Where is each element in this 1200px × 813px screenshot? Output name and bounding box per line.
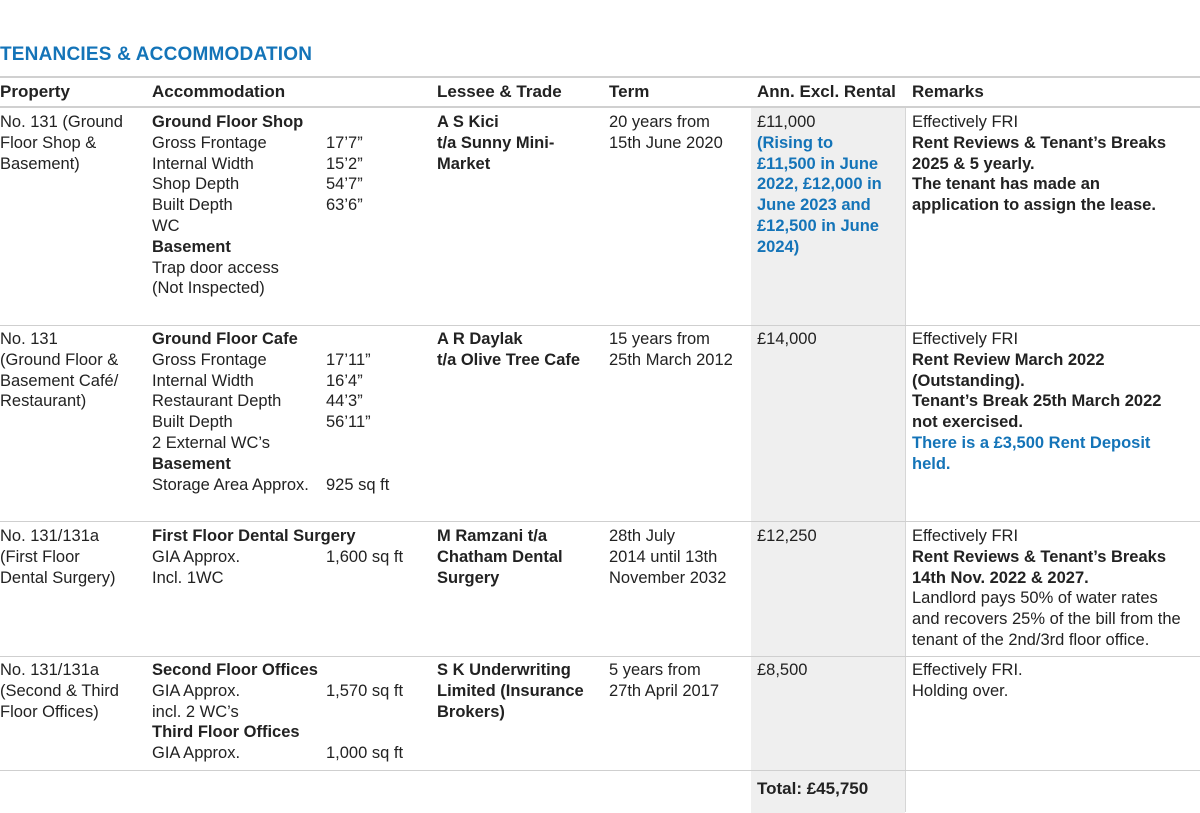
lessee-line: Market: [437, 154, 491, 173]
term-line: 15 years from: [609, 330, 710, 348]
remarks-line: Rent Review March 2022: [912, 350, 1105, 369]
rental-note-line: 2022, £12,000 in: [757, 175, 882, 194]
rental-cell: [757, 660, 807, 681]
remarks-cell: [912, 526, 1181, 651]
accommodation-heading: Third Floor Offices: [152, 723, 300, 742]
measurement-value: 15’2”: [326, 154, 363, 173]
property-line: No. 131 (Ground: [0, 113, 123, 131]
measurement-value: 1,570 sq ft: [326, 681, 404, 700]
accommodation-cell: [152, 329, 389, 495]
lessee-cell: [437, 526, 563, 588]
measurement-label: Storage Area Approx.: [152, 475, 309, 494]
remarks-column-divider: [905, 108, 906, 812]
measurement-label: Restaurant Depth: [152, 392, 282, 411]
term-line: 5 years from: [609, 661, 701, 679]
remarks-line: Landlord pays 50% of water rates: [912, 589, 1158, 608]
accommodation-measurement: [152, 412, 389, 433]
property-line: No. 131: [0, 330, 58, 348]
remarks-line: Effectively FRI: [912, 113, 1019, 131]
measurement-value: 17’7”: [326, 133, 363, 152]
accommodation-measurement: [152, 195, 363, 216]
rental-note-line: £11,500 in June: [757, 154, 879, 173]
measurement-value: 63’6”: [326, 196, 363, 215]
measurement-label: Gross Frontage: [152, 133, 267, 152]
table-top-rule: [0, 76, 1200, 78]
lessee-cell: [437, 660, 584, 722]
property-line: Basement Café/: [0, 371, 119, 390]
accommodation-measurement: [152, 174, 363, 195]
total-rental: Total: £45,750: [757, 779, 869, 798]
property-line: No. 131/131a: [0, 527, 100, 545]
column-header-accommodation: Accommodation: [152, 82, 286, 101]
accommodation-measurement: [152, 133, 363, 154]
remarks-line: 14th Nov. 2022 & 2027.: [912, 568, 1089, 587]
lessee-line: A S Kici: [437, 113, 499, 131]
lessee-line: t/a Olive Tree Cafe: [437, 350, 581, 369]
accommodation-cell: [152, 660, 403, 764]
remarks-line: (Outstanding).: [912, 371, 1025, 390]
measurement-value: 44’3”: [326, 392, 363, 411]
measurement-label: Gross Frontage: [152, 350, 267, 369]
term-line: 25th March 2012: [609, 350, 733, 369]
measurement-value: 16’4”: [326, 371, 363, 390]
remarks-line: Rent Reviews & Tenant’s Breaks: [912, 547, 1167, 566]
rental-cell: [757, 329, 817, 350]
property-line: No. 131/131a: [0, 661, 100, 679]
term-cell: [609, 660, 719, 702]
term-line: November 2032: [609, 568, 727, 587]
measurement-value: 56’11”: [326, 413, 371, 432]
lessee-line: Chatham Dental: [437, 547, 563, 566]
accommodation-line: (Not Inspected): [152, 279, 265, 298]
property-cell: [0, 112, 123, 174]
lessee-line: S K Underwriting: [437, 661, 571, 679]
accommodation-line: incl. 2 WC’s: [152, 702, 239, 721]
column-header-property: Property: [0, 82, 70, 101]
accommodation-measurement: [152, 391, 389, 412]
property-line: Restaurant): [0, 392, 87, 411]
measurement-label: Shop Depth: [152, 175, 240, 194]
measurement-label: GIA Approx.: [152, 547, 241, 566]
term-line: 28th July: [609, 527, 676, 545]
measurement-value: 17’11”: [326, 350, 371, 369]
accommodation-heading: Ground Floor Shop: [152, 113, 304, 131]
rental-cell: [757, 526, 817, 547]
lessee-cell: [437, 329, 580, 371]
rental-note-line: June 2023 and: [757, 196, 871, 215]
property-line: Floor Offices): [0, 702, 99, 721]
lessee-line: M Ramzani t/a: [437, 527, 548, 545]
remarks-cell: [912, 660, 1023, 702]
measurement-label: Built Depth: [152, 413, 233, 432]
term-line: 15th June 2020: [609, 133, 723, 152]
measurement-label: Internal Width: [152, 371, 254, 390]
property-cell: [0, 660, 119, 722]
accommodation-heading: Ground Floor Cafe: [152, 330, 298, 348]
remarks-line: not exercised.: [912, 413, 1023, 432]
accommodation-measurement: [152, 371, 389, 392]
lessee-line: Brokers): [437, 702, 505, 721]
lessee-line: Surgery: [437, 568, 500, 587]
remarks-line: Holding over.: [912, 681, 1009, 700]
accommodation-cell: [152, 112, 363, 299]
property-line: (Ground Floor &: [0, 350, 119, 369]
accommodation-measurement: [152, 743, 403, 764]
rental-amount: £12,250: [757, 527, 817, 545]
measurement-value: 1,600 sq ft: [326, 547, 404, 566]
remarks-line: and recovers 25% of the bill from the: [912, 610, 1181, 629]
column-header-remarks: Remarks: [912, 82, 984, 101]
accommodation-heading: Basement: [152, 237, 231, 256]
property-cell: [0, 526, 116, 588]
accommodation-line: Incl. 1WC: [152, 568, 224, 587]
rental-amount: £8,500: [757, 661, 808, 679]
rental-amount: £14,000: [757, 330, 817, 348]
term-cell: [609, 526, 726, 588]
remarks-line: held.: [912, 454, 951, 473]
remarks-line: Tenant’s Break 25th March 2022: [912, 392, 1162, 411]
accommodation-cell: [152, 526, 403, 588]
row-divider-3: [0, 656, 1200, 657]
measurement-label: Internal Width: [152, 154, 254, 173]
accommodation-measurement: [152, 154, 363, 175]
column-header-lessee: Lessee & Trade: [437, 82, 562, 101]
row-divider-2: [0, 521, 1200, 522]
rental-amount: £11,000: [757, 113, 816, 131]
term-cell: [609, 329, 733, 371]
rental-note-line: 2024): [757, 237, 800, 256]
measurement-label: Built Depth: [152, 196, 233, 215]
lessee-cell: [437, 112, 554, 174]
accommodation-line: 2 External WC’s: [152, 433, 270, 452]
accommodation-measurement: [152, 475, 389, 496]
remarks-line: Rent Reviews & Tenant’s Breaks: [912, 133, 1167, 152]
lessee-line: A R Daylak: [437, 330, 523, 348]
accommodation-heading: Basement: [152, 454, 231, 473]
measurement-label: GIA Approx.: [152, 681, 241, 700]
term-cell: [609, 112, 723, 154]
measurement-value: 925 sq ft: [326, 475, 390, 494]
property-line: Floor Shop &: [0, 133, 97, 152]
remarks-line: Effectively FRI: [912, 527, 1019, 545]
header-bottom-rule: [0, 106, 1200, 108]
lessee-line: t/a Sunny Mini-: [437, 133, 555, 152]
column-header-rental: Ann. Excl. Rental: [757, 82, 896, 101]
remarks-cell: [912, 329, 1161, 475]
term-line: 2014 until 13th: [609, 547, 718, 566]
remarks-cell: [912, 112, 1166, 216]
property-line: (First Floor: [0, 547, 80, 566]
accommodation-heading: Second Floor Offices: [152, 661, 318, 679]
rental-note-line: £12,500 in June: [757, 216, 879, 235]
column-header-term: Term: [609, 82, 650, 101]
accommodation-measurement: [152, 681, 403, 702]
remarks-line: application to assign the lease.: [912, 196, 1156, 215]
remarks-line: Effectively FRI: [912, 330, 1019, 348]
property-line: Basement): [0, 154, 80, 173]
term-line: 20 years from: [609, 113, 710, 131]
property-line: Dental Surgery): [0, 568, 116, 587]
remarks-line: The tenant has made an: [912, 175, 1100, 194]
measurement-label: GIA Approx.: [152, 744, 241, 763]
remarks-line: Effectively FRI.: [912, 661, 1023, 679]
remarks-line: There is a £3,500 Rent Deposit: [912, 433, 1151, 452]
accommodation-measurement: [152, 350, 389, 371]
accommodation-line: Trap door access: [152, 258, 279, 277]
property-line: (Second & Third: [0, 681, 119, 700]
remarks-line: tenant of the 2nd/3rd floor office.: [912, 630, 1150, 649]
lessee-line: Limited (Insurance: [437, 681, 584, 700]
accommodation-measurement: [152, 547, 403, 568]
term-line: 27th April 2017: [609, 681, 720, 700]
accommodation-heading: First Floor Dental Surgery: [152, 527, 356, 545]
property-cell: [0, 329, 118, 412]
measurement-value: 1,000 sq ft: [326, 744, 404, 763]
section-title: TENANCIES & ACCOMMODATION: [0, 44, 313, 65]
measurement-value: 54’7”: [326, 175, 363, 194]
rental-cell: [757, 112, 882, 258]
row-divider-4: [0, 770, 1200, 771]
remarks-line: 2025 & 5 yearly.: [912, 154, 1035, 173]
accommodation-line: WC: [152, 216, 180, 235]
row-divider-1: [0, 325, 1200, 326]
rental-note-line: (Rising to: [757, 133, 834, 152]
